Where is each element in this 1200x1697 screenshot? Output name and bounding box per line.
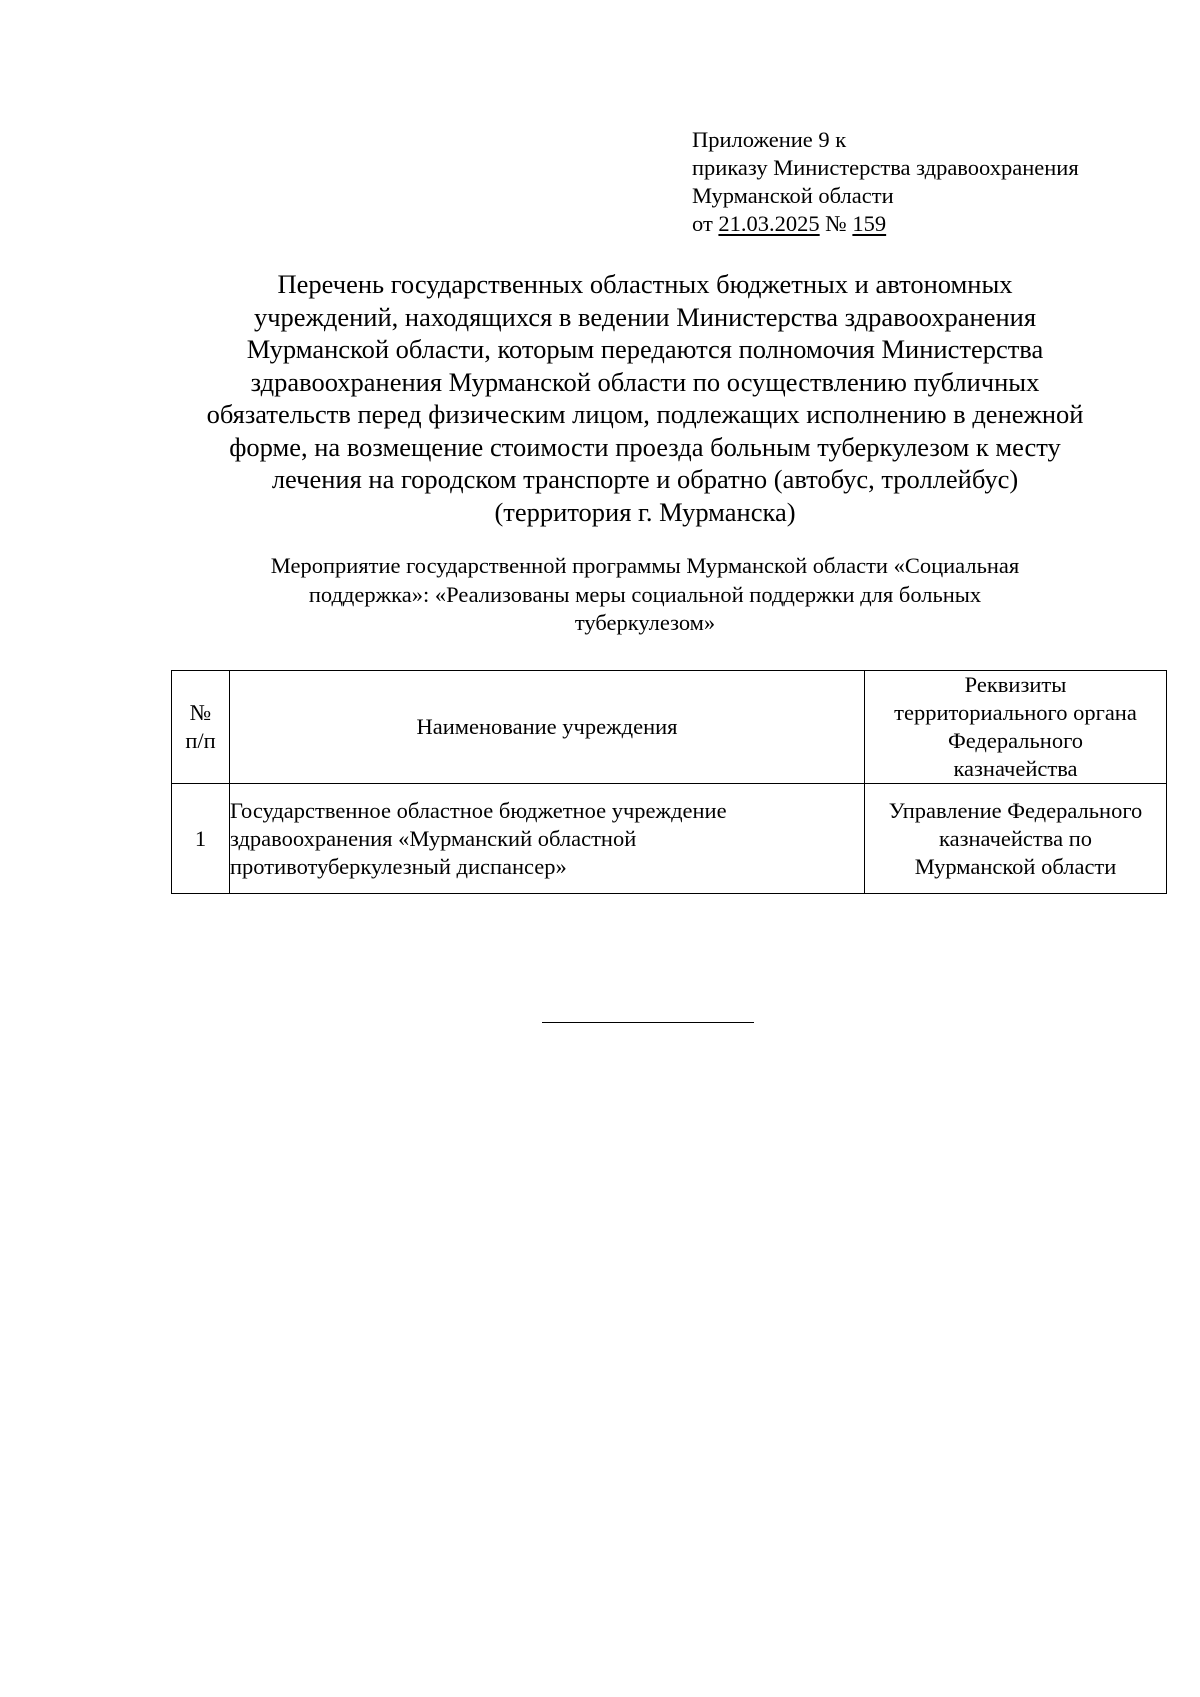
title-line: Мурманской области, которым передаются полномочия Министерства	[246, 334, 1044, 364]
title-line: (территория г. Мурманска)	[494, 496, 796, 527]
program-subtitle	[150, 552, 1140, 638]
institutions-table	[171, 670, 1167, 894]
header-requisites-line: территориального органа	[894, 700, 1137, 725]
subtitle-line: туберкулезом»	[574, 610, 716, 635]
header-institution-name: Наименование учреждения	[230, 671, 865, 784]
title-line: форме, на возмещение стоимости проезда больным туберкулезом к месту	[229, 431, 1061, 462]
row-institution-name	[230, 784, 865, 894]
appendix-number-prefix: №	[819, 211, 853, 236]
institution-name-line: здравоохранения «Мурманский областной	[230, 825, 637, 851]
appendix-block	[692, 126, 1172, 238]
subtitle-line: Мероприятие государственной программы Мурманской области «Социальная	[270, 553, 1020, 578]
title-line: Перечень государственных областных бюджетных и автономных	[277, 269, 1013, 299]
requisites-line: казначейства по	[939, 825, 1092, 851]
appendix-order-line	[692, 210, 1172, 238]
row-requisites	[865, 784, 1167, 894]
appendix-line-1: Приложение 9 к	[692, 127, 847, 152]
row-number: 1	[172, 784, 230, 894]
appendix-date: 21.03.2025	[718, 211, 820, 236]
table-row	[172, 784, 1167, 894]
appendix-number: 159	[852, 211, 887, 236]
header-number	[172, 671, 230, 784]
institution-name-line: Государственное областное бюджетное учреждение	[230, 797, 727, 823]
title-line: обязательств перед физическим лицом, подлежащих исполнению в денежной	[206, 399, 1084, 429]
header-requisites-line: казначейства	[953, 756, 1078, 781]
header-requisites-line: Реквизиты	[964, 672, 1067, 697]
header-requisites	[865, 671, 1167, 784]
header-number-line: п/п	[185, 728, 216, 753]
subtitle-line: поддержка»: «Реализованы меры социальной поддержки для больных	[308, 581, 982, 607]
header-number-line: №	[189, 700, 212, 725]
table-header-row	[172, 671, 1167, 784]
document-title	[150, 268, 1140, 528]
title-line: учреждений, находящихся в ведении Министерства здравоохранения	[253, 301, 1037, 332]
title-line: здравоохранения Мурманской области по осуществлению публичных	[250, 366, 1040, 397]
appendix-date-prefix: от	[692, 211, 719, 236]
appendix-line-2: приказу Министерства здравоохранения	[692, 155, 1079, 180]
institution-name-line: противотуберкулезный диспансер»	[230, 853, 567, 879]
requisites-line: Управление Федерального	[888, 797, 1143, 823]
requisites-line: Мурманской области	[914, 853, 1117, 879]
appendix-line-3: Мурманской области	[692, 183, 894, 208]
end-separator-line	[542, 1022, 754, 1023]
title-line: лечения на городском транспорте и обратно (автобус, троллейбус)	[271, 464, 1019, 494]
header-requisites-line: Федерального	[947, 728, 1084, 753]
